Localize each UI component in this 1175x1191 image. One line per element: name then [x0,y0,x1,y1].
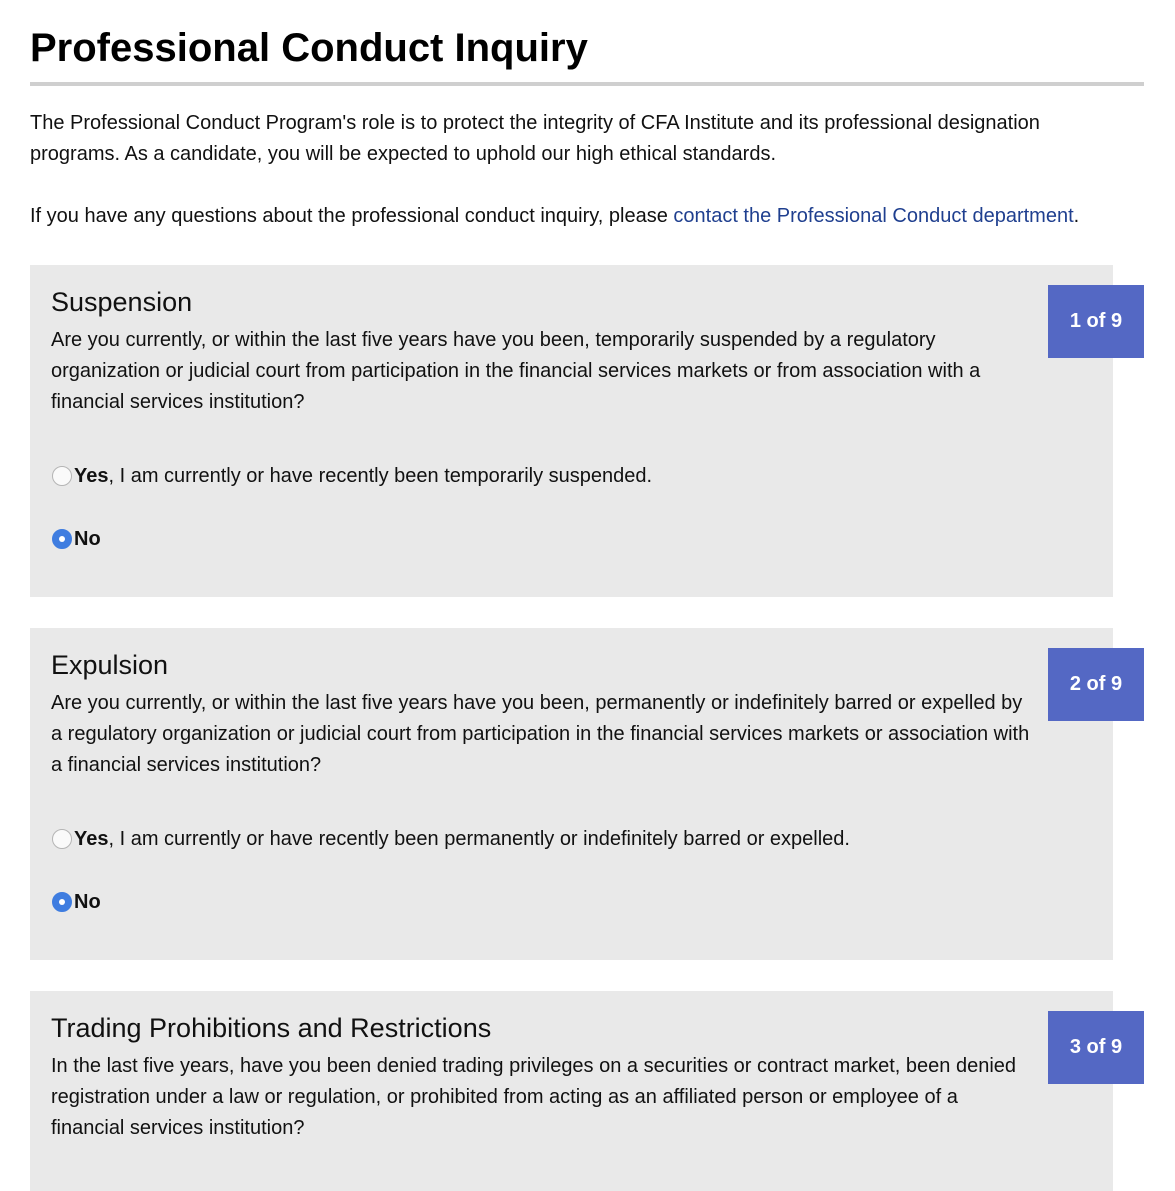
section-title: Suspension [51,287,193,317]
section-expulsion [30,628,1123,960]
radio-unchecked-icon[interactable] [52,829,72,849]
section-trading-prohibitions [30,991,1123,1191]
radio-checked-icon[interactable] [52,529,72,549]
progress-badge: 1 of 9 [1048,285,1144,358]
section-question: In the last five years, have you been denied trading privileges on a securities or contract market, been denied registration under a law or regulation, or prohibited from acting as an affiliated person or employee of a financial services institution? [51,1055,1017,1139]
section-question: Are you currently, or within the last five years have you been, temporarily suspended by a regulatory organization or judicial court from participation in the financial services markets or from association with a financial services institution? [51,329,981,413]
questions-paragraph [30,201,1110,232]
no-label: No [74,891,101,913]
no-label: No [74,528,101,550]
yes-label: Yes [74,828,109,850]
expulsion-no-option[interactable] [52,888,101,916]
section-suspension [30,265,1123,597]
section-title: Trading Prohibitions and Restrictions [51,1013,492,1043]
questions-prefix: If you have any questions about the professional conduct inquiry, please [30,205,674,227]
yes-description: , I am currently or have recently been permanently or indefinitely barred or expelled. [108,828,850,850]
expulsion-yes-option[interactable] [52,825,850,853]
page-container [30,0,1144,1139]
page-title: Professional Conduct Inquiry [30,26,588,70]
radio-unchecked-icon[interactable] [52,466,72,486]
progress-badge: 3 of 9 [1048,1011,1144,1084]
intro-paragraph: The Professional Conduct Program's role is to protect the integrity of CFA Institute and its professional designation programs. As a candidate, you will be expected to uphold our high ethical standards. [30,112,1040,165]
section-question: Are you currently, or within the last five years have you been, permanently or indefinitely barred or expelled by a regulatory organization or judicial court from participation in the financial services markets or association with a financial services institution? [51,692,1030,776]
suspension-no-option[interactable] [52,525,101,553]
suspension-yes-option[interactable] [52,462,652,490]
contact-professional-conduct-link[interactable]: contact the Professional Conduct department [673,205,1074,227]
section-title: Expulsion [51,650,169,680]
radio-checked-icon[interactable] [52,892,72,912]
yes-description: , I am currently or have recently been temporarily suspended. [108,465,653,487]
questions-suffix: . [1073,205,1080,227]
progress-badge: 2 of 9 [1048,648,1144,721]
yes-label: Yes [74,465,109,487]
title-divider [30,82,1144,86]
